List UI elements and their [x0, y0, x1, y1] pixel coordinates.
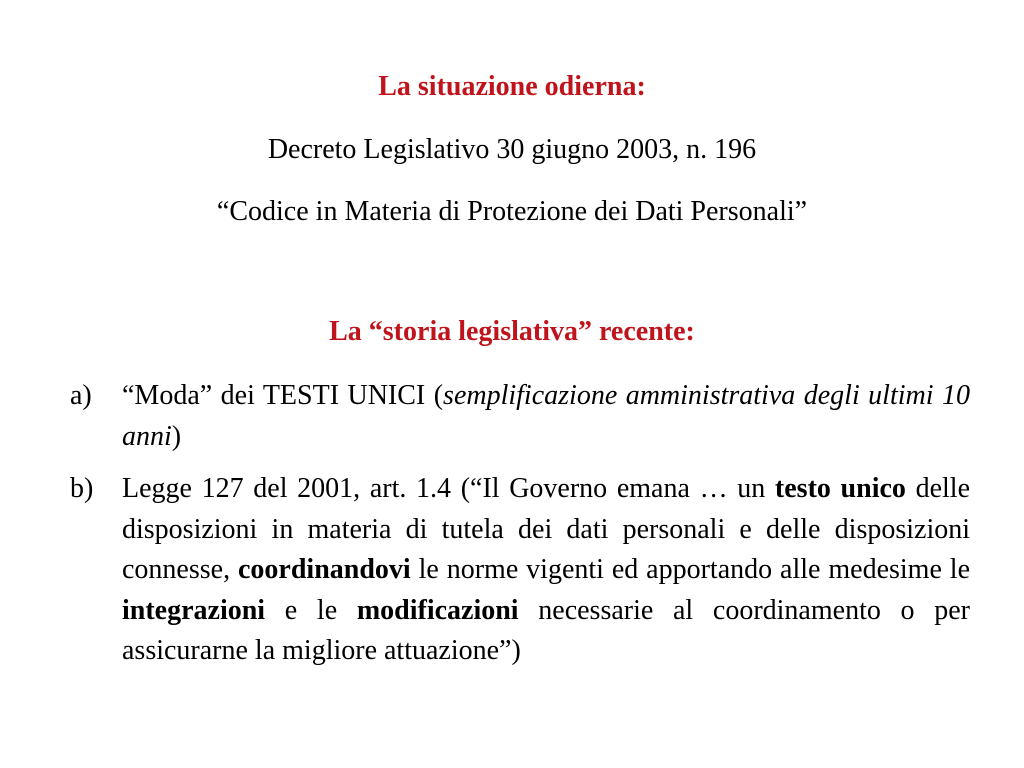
list-item-b-seg3: le norme vigenti ed apportando alle medesime le — [410, 554, 971, 585]
code-title: “Codice in Materia di Protezione dei Dati Personali” — [216, 196, 808, 227]
list-item-a — [70, 376, 970, 457]
list-item-a-end: ) — [171, 420, 182, 452]
list-item-b-bold-testo-unico: testo unico — [774, 473, 906, 504]
list-marker-b: b) — [70, 473, 94, 504]
list-item-b — [70, 469, 970, 672]
list-item-b-seg2: delle disposizioni in materia di tutela dei dati personali e delle disposizioni connesse, — [122, 473, 971, 585]
decree-title: Decreto Legislativo 30 giugno 2003, n. 196 — [267, 134, 757, 165]
list-item-b-seg5: necessarie al coordinamento o per assicurarne la migliore attuazione”) — [122, 594, 970, 666]
list-item-b-seg1: Legge 127 del 2001, art. 1.4 (“Il Governo emana … un — [122, 473, 775, 504]
list-item-b-bold-coordinandovi: coordinandovi — [238, 554, 411, 585]
legislative-history-list — [70, 376, 970, 684]
slide-heading-legislative-history: La “storia legislativa” recente: — [329, 316, 695, 347]
slide-heading-current-situation: La situazione odierna: — [378, 71, 646, 102]
list-item-a-italic: semplificazione amministrativa degli ultimi 10 anni — [122, 380, 970, 452]
list-item-b-bold-integrazioni: integrazioni — [122, 594, 266, 626]
list-item-b-bold-modificazioni: modificazioni — [356, 594, 519, 626]
list-item-a-text: “Moda” dei TESTI UNICI ( — [122, 380, 444, 411]
list-item-b-seg4: e le — [265, 594, 357, 626]
list-marker-a: a) — [70, 380, 92, 411]
